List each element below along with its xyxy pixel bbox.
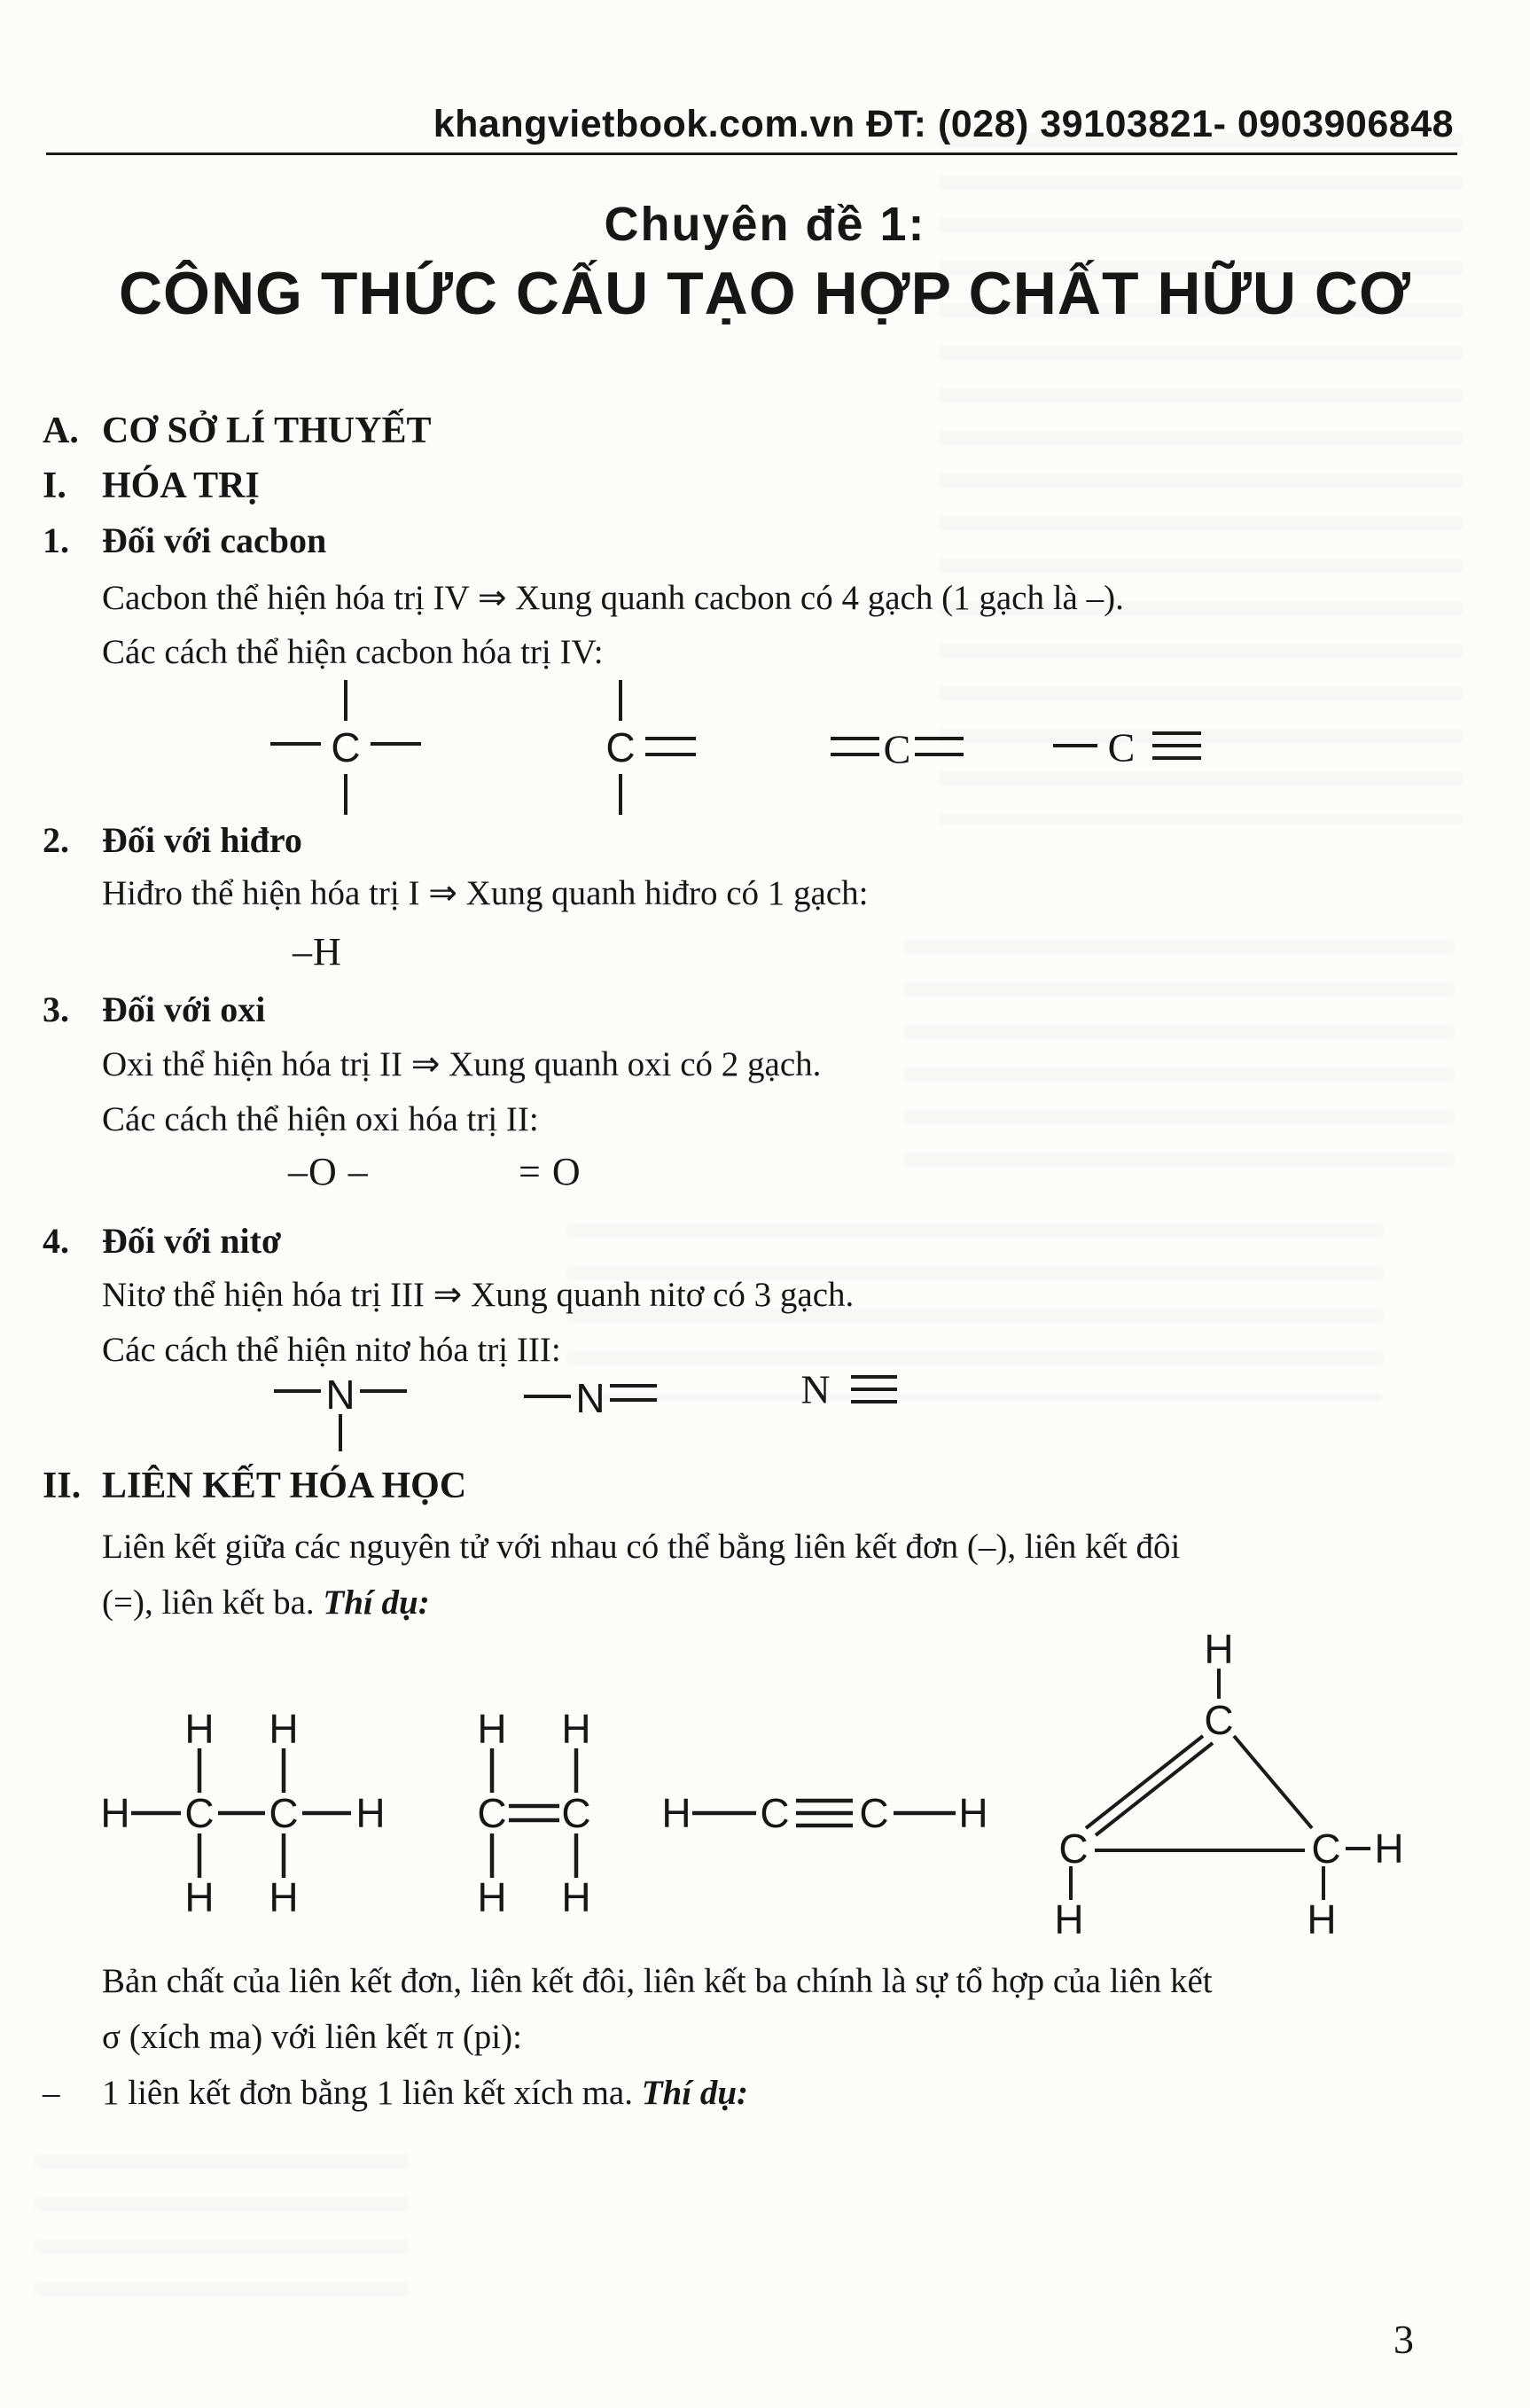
item-1-label: Đối với cacbon: [102, 520, 327, 560]
item-1-line-2: Các cách thể hiện cacbon hóa trị IV:: [102, 633, 604, 671]
atom-label-carbon: C: [1107, 724, 1136, 770]
atom-label-carbon: C: [605, 724, 636, 770]
atom-label-nitrogen: N: [325, 1372, 355, 1418]
atom-label-hydrogen: H: [269, 1874, 299, 1920]
item-2-line-1: Hiđro thể hiện hóa trị I ⇒ Xung quanh hiđro có 1 gạch:: [102, 874, 869, 912]
item-4-number: 4.: [43, 1221, 69, 1261]
carbon-valence-formulas: [53, 669, 1489, 825]
page-number: 3: [1393, 2317, 1414, 2362]
oxygen-valence-formula-double: = O: [519, 1150, 582, 1193]
bond-example-structures: [53, 1596, 1489, 1986]
atom-label-hydrogen: H: [1054, 1896, 1084, 1943]
atom-label-carbon: C: [883, 726, 911, 772]
atom-label-carbon: C: [184, 1790, 215, 1836]
atom-label-hydrogen: H: [355, 1790, 386, 1836]
atom-label-carbon: C: [561, 1790, 591, 1836]
structure-ethylene: [477, 1706, 590, 1920]
section-a-number: A.: [43, 410, 79, 451]
atom-label-hydrogen: H: [184, 1874, 215, 1920]
atom-label-carbon: C: [269, 1790, 299, 1836]
section-i-label: HÓA TRỊ: [102, 465, 260, 506]
formula-carbon-one-single-one-triple: [1053, 725, 1201, 770]
section-ii-heading: [43, 1465, 466, 1507]
nitrogen-valence-formulas: [53, 1352, 1489, 1467]
paragraph-text: (=), liên kết ba.: [102, 1583, 324, 1622]
item-4-heading: [43, 1220, 281, 1262]
section-ii-paragraph-line-1: Liên kết giữa các nguyên tử với nhau có thể bằng liên kết đơn (–), liên kết đôi: [102, 1528, 1181, 1566]
example-label: Thí dụ:: [323, 1583, 430, 1622]
closing-bullet-line: [43, 2073, 748, 2113]
atom-label-hydrogen: H: [958, 1790, 988, 1836]
structure-ethane: [100, 1706, 385, 1920]
formula-carbon-four-single-bonds: [270, 680, 421, 815]
atom-label-nitrogen: N: [800, 1366, 831, 1412]
item-4-label: Đối với nitơ: [102, 1221, 282, 1261]
atom-label-carbon: C: [477, 1790, 507, 1836]
section-i-heading: [43, 465, 260, 507]
atom-label-carbon: C: [331, 724, 361, 770]
page-header: khangvietbook.com.vn ĐT: (028) 39103821- 0903906848: [433, 103, 1454, 145]
oxygen-valence-formula-single: –O –: [288, 1150, 369, 1193]
atom-label-carbon: C: [859, 1790, 889, 1836]
closing-line-1: Bản chất của liên kết đơn, liên kết đôi, liên kết ba chính là sự tổ hợp của liên kết: [102, 1962, 1213, 2000]
section-a-label: CƠ SỞ LÍ THUYẾT: [102, 410, 432, 451]
atom-label-hydrogen: H: [477, 1706, 507, 1752]
bullet-text: 1 liên kết đơn bằng 1 liên kết xích ma.: [102, 2074, 642, 2112]
section-ii-label: LIÊN KẾT HÓA HỌC: [102, 1466, 467, 1506]
formula-carbon-two-double-bonds: [831, 727, 964, 772]
hydrogen-valence-formula: –H: [293, 930, 342, 973]
header-rule: [46, 152, 1457, 155]
atom-label-carbon: C: [1311, 1826, 1341, 1872]
atom-label-hydrogen: H: [184, 1706, 215, 1752]
example-label: Thí dụ:: [641, 2074, 749, 2112]
atom-label-hydrogen: H: [477, 1874, 507, 1920]
item-2-number: 2.: [43, 820, 69, 860]
item-3-line-2: Các cách thể hiện oxi hóa trị II:: [102, 1100, 539, 1138]
section-i-number: I.: [43, 465, 66, 506]
structure-cyclopropene-ring: [1054, 1626, 1403, 1943]
item-4-line-2: Các cách thể hiện nitơ hóa trị III:: [102, 1331, 561, 1369]
item-1-number: 1.: [43, 520, 69, 560]
bullet-dash: –: [43, 2074, 60, 2112]
closing-line-2: σ (xích ma) với liên kết π (pi):: [102, 2018, 522, 2056]
section-a-heading: [43, 410, 432, 452]
item-3-number: 3.: [43, 989, 69, 1029]
bleedthrough-smudge: [35, 2154, 408, 2305]
item-3-heading: [43, 989, 265, 1030]
formula-carbon-two-single-one-double: [605, 680, 696, 815]
item-1-line-1: Cacbon thể hiện hóa trị IV ⇒ Xung quanh cacbon có 4 gạch (1 gạch là –).: [102, 579, 1124, 617]
atom-label-carbon: C: [1058, 1826, 1089, 1872]
atom-label-carbon: C: [1204, 1697, 1234, 1743]
formula-nitrogen-triple-bond: [800, 1367, 897, 1412]
section-ii-number: II.: [43, 1466, 82, 1506]
item-4-line-1: Nitơ thể hiện hóa trị III ⇒ Xung quanh nitơ có 3 gạch.: [102, 1276, 855, 1314]
structure-acetylene: [661, 1790, 987, 1836]
atom-label-hydrogen: H: [269, 1706, 299, 1752]
page-title: CÔNG THỨC CẤU TẠO HỢP CHẤT HỮU CƠ: [118, 260, 1412, 327]
item-3-label: Đối với oxi: [102, 989, 266, 1029]
atom-label-hydrogen: H: [1374, 1826, 1404, 1872]
formula-nitrogen-one-single-one-double: [524, 1375, 657, 1421]
chapter-kicker: Chuyên đề 1:: [604, 198, 926, 251]
formula-nitrogen-three-single-bonds: [274, 1372, 407, 1451]
item-2-label: Đối với hiđro: [102, 820, 302, 860]
item-2-heading: [43, 819, 302, 861]
atom-label-hydrogen: H: [100, 1790, 130, 1836]
bleedthrough-smudge: [904, 940, 1454, 1188]
atom-label-hydrogen: H: [561, 1706, 591, 1752]
atom-label-hydrogen: H: [1307, 1896, 1337, 1943]
item-1-heading: [43, 520, 326, 561]
atom-label-carbon: C: [760, 1790, 790, 1836]
atom-label-nitrogen: N: [575, 1375, 605, 1421]
atom-label-hydrogen: H: [661, 1790, 691, 1836]
atom-label-hydrogen: H: [1204, 1626, 1234, 1672]
item-3-line-1: Oxi thể hiện hóa trị II ⇒ Xung quanh oxi có 2 gạch.: [102, 1045, 822, 1083]
atom-label-hydrogen: H: [561, 1874, 591, 1920]
